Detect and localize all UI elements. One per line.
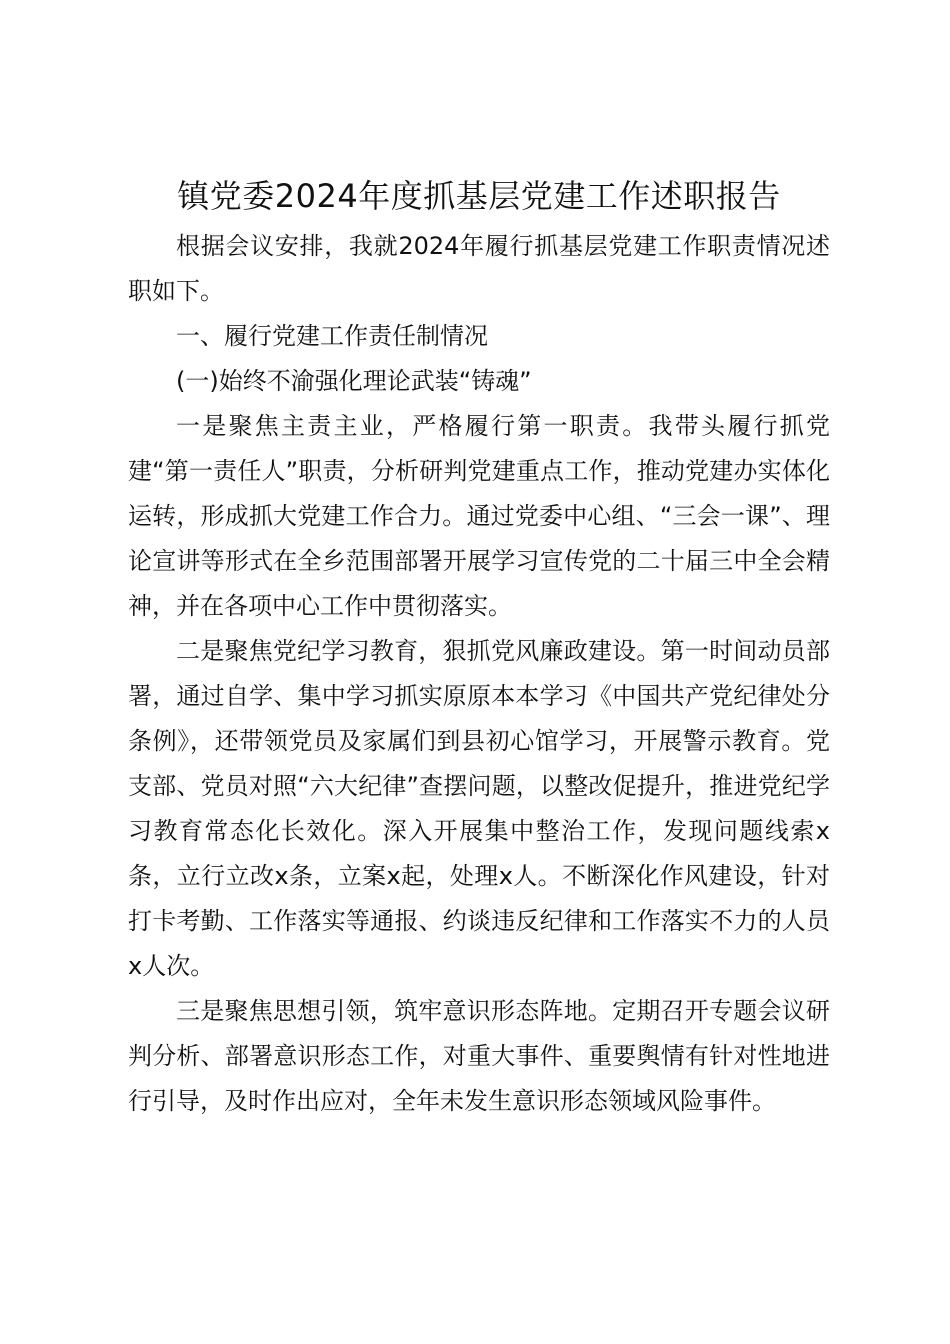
subsection-heading-1: (一)始终不渝强化理论武装“铸魂” — [176, 367, 532, 395]
body-paragraph-1: 一是聚焦主责主业，严格履行第一职责。我带头履行抓党建“第一责任人”职责，分析研判党建重点工作，推动党建办实体化运转，形成抓大党建工作合力。通过党委中心组、“三会一课”、理论宣讲等形式在全乡范围部署开展学习宣传党的二十届三中全会精神，并在各项中心工作中贯彻落实。 — [128, 412, 830, 620]
document-title: 镇党委2024年度抓基层党建工作述职报告 — [177, 177, 781, 215]
section-heading-1: 一、履行党建工作责任制情况 — [176, 322, 488, 350]
document-body — [128, 168, 830, 1124]
body-paragraph-3: 三是聚焦思想引领，筑牢意识形态阵地。定期召开专题会议研判分析、部署意识形态工作，对重大事件、重要舆情有针对性地进行引导，及时作出应对，全年未发生意识形态领域风险事件。 — [128, 997, 830, 1115]
intro-paragraph: 根据会议安排，我就2024年履行抓基层党建工作职责情况述职如下。 — [128, 232, 830, 305]
body-paragraph-2: 二是聚焦党纪学习教育，狠抓党风廉政建设。第一时间动员部署，通过自学、集中学习抓实原原本本学习《中国共产党纪律处分条例》，还带领党员及家属们到县初心馆学习，开展警示教育。党支部、党员对照“六大纪律”查摆问题，以整改促提升，推进党纪学习教育常态化长效化。深入开展集中整治工作，发现问题线索x条，立行立改x条，立案x起，处理x人。不断深化作风建设，针对打卡考勤、工作落实等通报、约谈违反纪律和工作落实不力的人员x人次。 — [128, 637, 830, 980]
